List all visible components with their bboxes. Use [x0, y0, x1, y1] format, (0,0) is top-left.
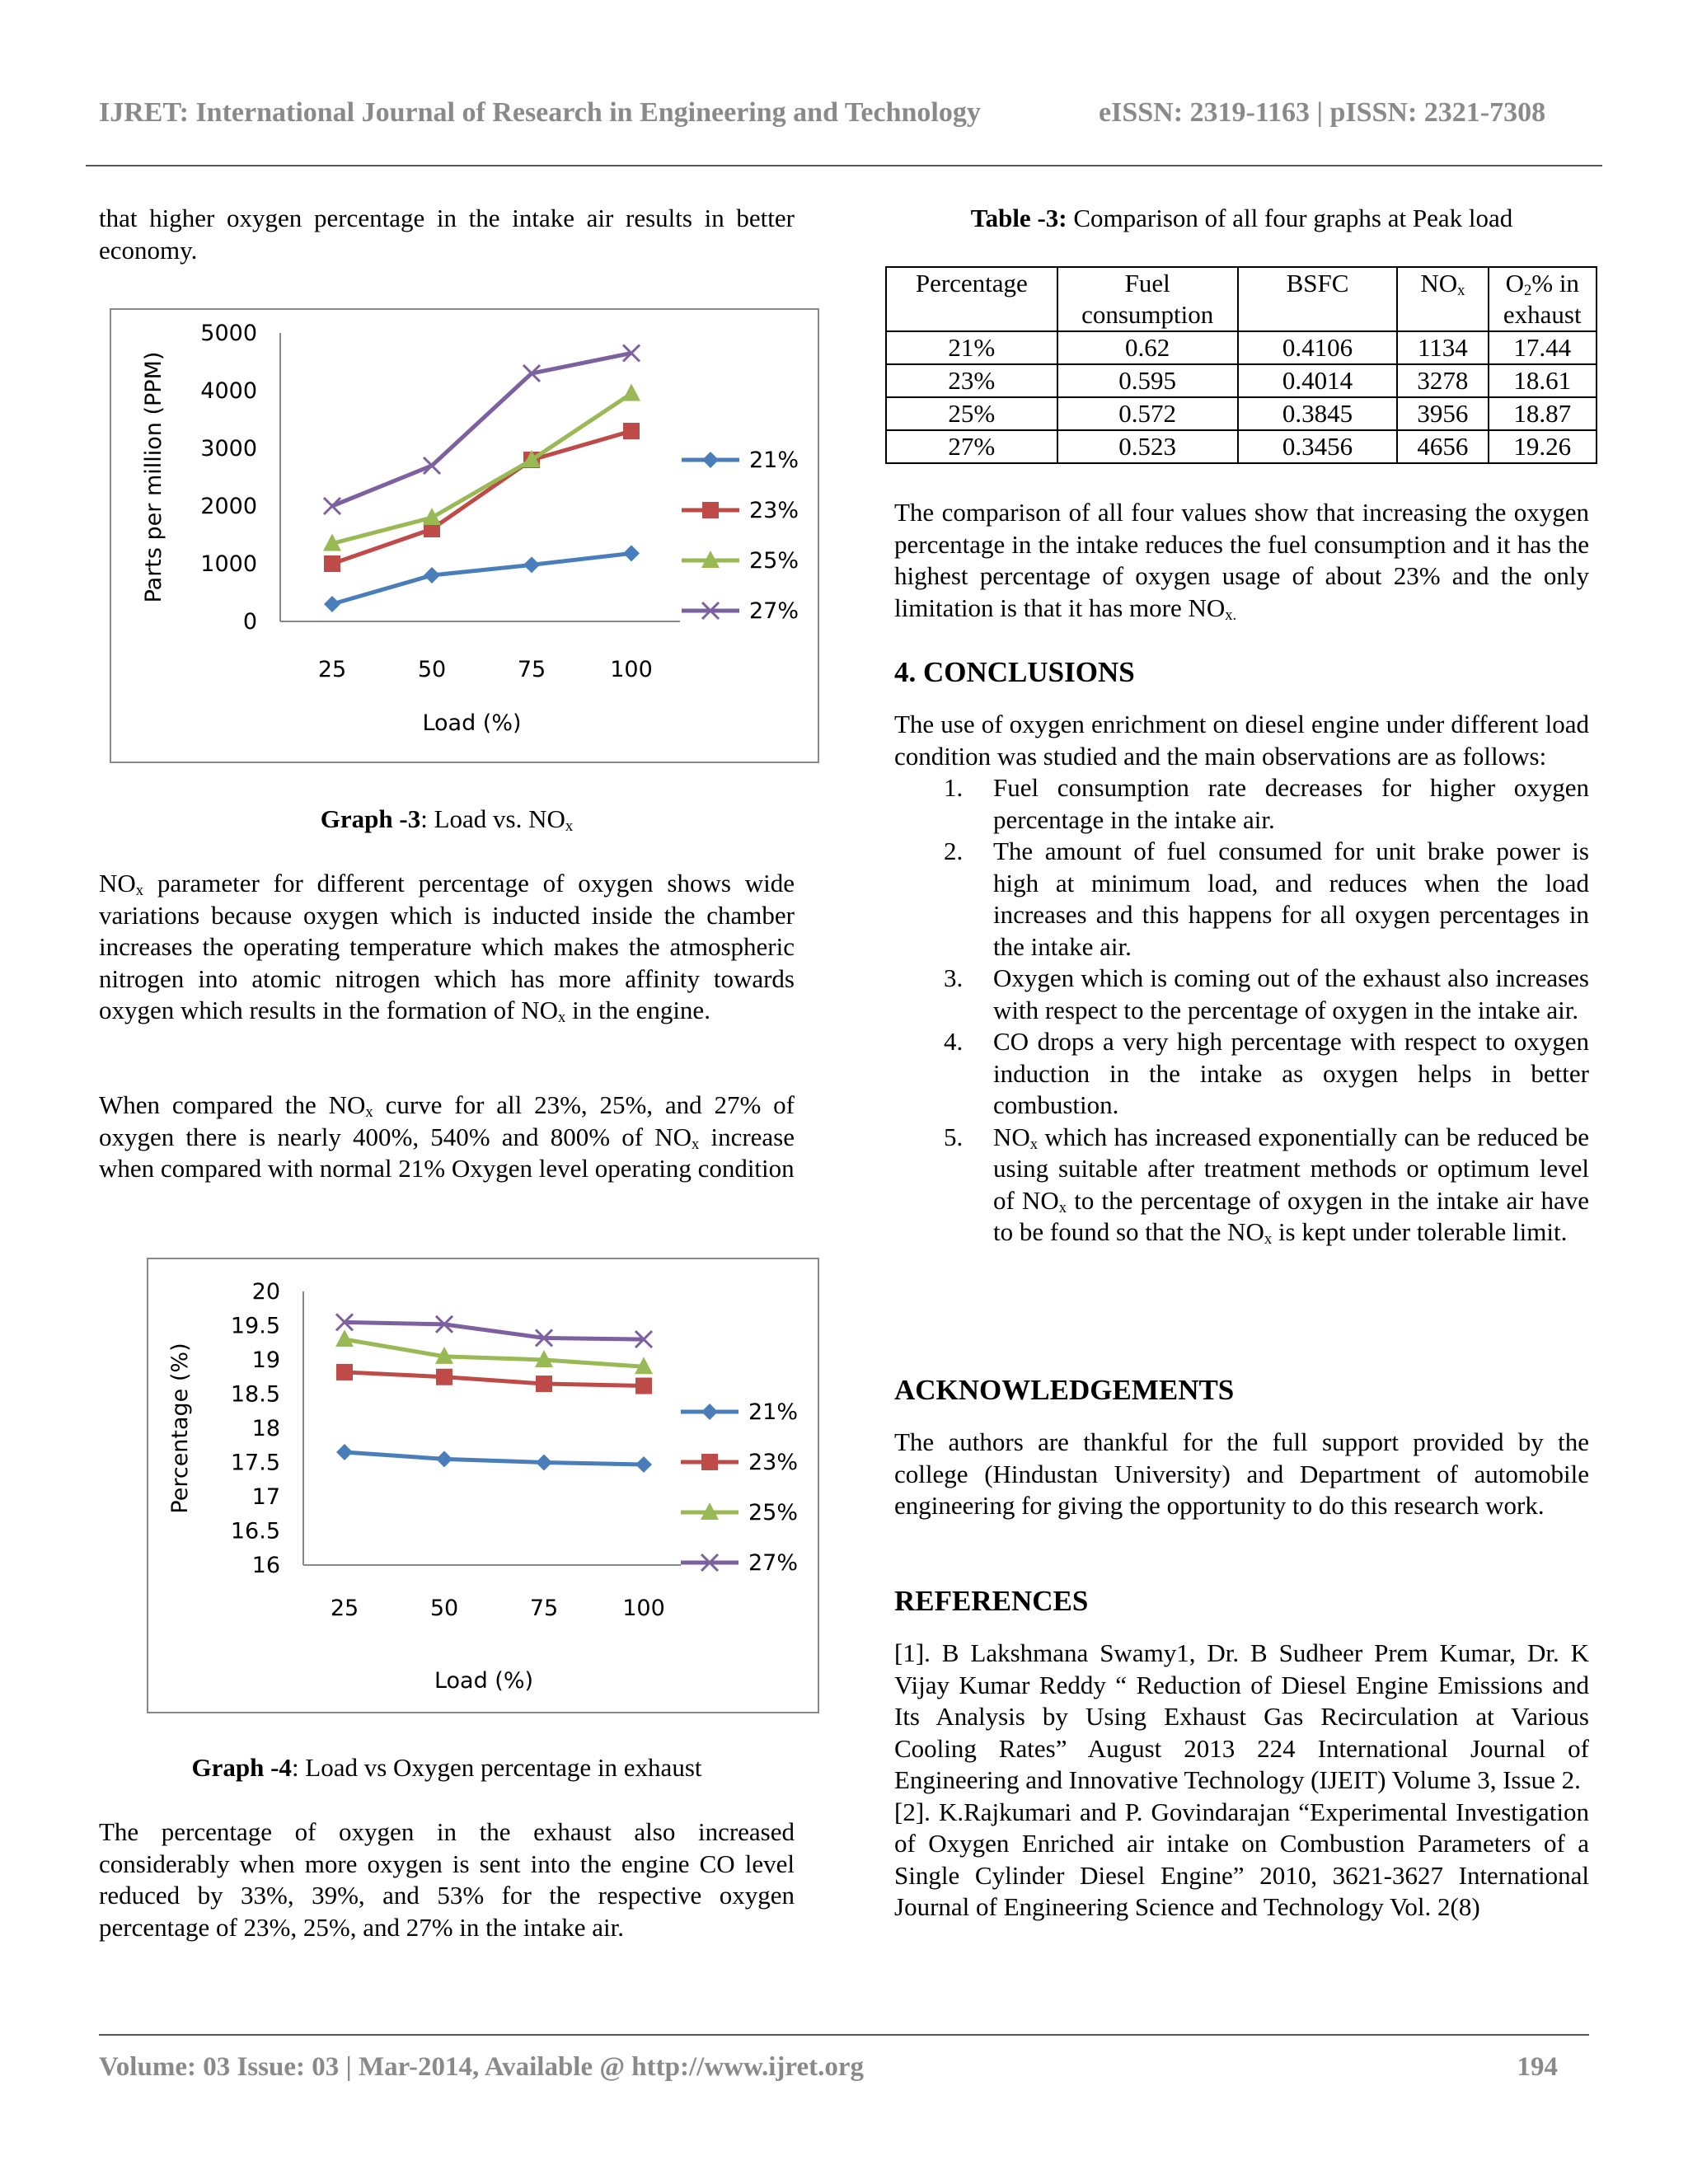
graph3-chart [110, 308, 819, 763]
data-point [536, 1376, 552, 1392]
journal-title: IJRET: International Journal of Research in Engineering and Technology [99, 97, 981, 128]
cell: 27% [886, 430, 1057, 463]
y-tick-label: 17 [251, 1484, 280, 1510]
legend-marker [702, 452, 719, 468]
y-axis-label: Parts per million (PPM) [141, 351, 166, 603]
legend-label: 27% [748, 1550, 799, 1576]
series-line-25% [345, 1339, 644, 1366]
y-tick-label: 3000 [200, 436, 257, 462]
conclusions-heading: 4. CONCLUSIONS [894, 656, 1135, 688]
legend-marker [702, 502, 719, 518]
data-point [324, 555, 340, 572]
series-line-21% [332, 553, 631, 604]
header-rule [86, 165, 1602, 166]
cell: 0.3456 [1238, 430, 1398, 463]
x-tick-label: 75 [517, 657, 546, 682]
intro-paragraph: that higher oxygen percentage in the intake air results in better economy. [99, 204, 795, 265]
y-tick-label: 19.5 [230, 1313, 280, 1339]
legend-marker [701, 1404, 718, 1420]
comparison-paragraph: The comparison of all four values show that increasing the oxygen percentage in the intake reduces the fuel consumption and it has the highest percentage of oxygen usage of about 23% and the only limitation is that it has more $NO_{x.}$ [894, 498, 1589, 624]
data-point [324, 596, 340, 612]
nox-comparison-paragraph: When compared the $NO_x$ curve for all 23%, 25%, and 27% of oxygen there is nearly 400%, 540% and 800% of $NO_x$ increase when compared with normal 21% Oxygen level operating condition [99, 1090, 795, 1183]
legend-label: 25% [749, 548, 799, 574]
y-tick-label: 16.5 [230, 1518, 280, 1544]
cell: 18.87 [1489, 397, 1597, 430]
ack-heading: ACKNOWLEDGEMENTS [894, 1374, 1235, 1406]
series-line-21% [345, 1452, 644, 1465]
oxygen-exhaust-paragraph: The percentage of oxygen in the exhaust also increased considerably when more oxygen is sent into the engine CO level reduced by 33%, 39%, and 53% for the respective oxygen percentage of 23%, 25%, and 27% in the intake air. [99, 1817, 795, 1942]
graph4-svg [148, 1259, 818, 1712]
cell: 0.4014 [1238, 364, 1398, 397]
list-item: 3. Oxygen which is coming out of the exhaust also increases with respect to the percentage of oxygen in the intake air. [944, 963, 1589, 1024]
graph3-svg [111, 310, 818, 762]
legend-label: 23% [748, 1450, 799, 1475]
cell: 19.26 [1489, 430, 1597, 463]
legend-label: 25% [748, 1500, 799, 1526]
y-tick-label: 5000 [200, 321, 257, 346]
data-point [622, 384, 640, 401]
ack-text: The authors are thankful for the full support provided by the college (Hindustan University) and Department of automobile engineering for giving the opportunity to do this research work. [894, 1427, 1589, 1520]
legend-label: 27% [749, 598, 799, 624]
cell: 17.44 [1489, 331, 1597, 364]
cell: 0.62 [1057, 331, 1238, 364]
x-tick-label: 75 [529, 1596, 559, 1621]
legend-label: 21% [748, 1399, 799, 1425]
conclusions-section [894, 656, 1589, 1249]
data-point [536, 1455, 552, 1471]
data-point [523, 556, 540, 573]
data-point [424, 567, 440, 583]
cell: 0.3845 [1238, 397, 1398, 430]
data-point [424, 457, 440, 474]
x-axis-label: Load (%) [434, 1668, 534, 1694]
series-line-23% [332, 431, 631, 564]
running-header [99, 97, 1582, 129]
y-tick-label: 0 [242, 609, 257, 635]
comparison-table [885, 266, 1597, 464]
table-row [886, 364, 1597, 397]
th-fuel: Fuel consumption [1057, 267, 1238, 331]
data-point [436, 1369, 452, 1385]
cell: 21% [886, 331, 1057, 364]
series-line-27% [345, 1322, 644, 1339]
series-line-23% [345, 1372, 644, 1386]
graph3-caption: Graph -3: Load vs. $NO_x$ [320, 804, 574, 835]
cell: 18.61 [1489, 364, 1597, 397]
series-line-27% [332, 354, 631, 507]
data-point [623, 545, 640, 561]
y-tick-label: 17.5 [230, 1450, 280, 1476]
graph4-chart [147, 1258, 819, 1713]
x-tick-label: 50 [429, 1596, 459, 1621]
legend-label: 23% [749, 498, 799, 523]
cell: 3278 [1397, 364, 1488, 397]
cell: 0.4106 [1238, 331, 1398, 364]
running-footer [99, 2052, 1558, 2083]
footer-rule [99, 2034, 1589, 2036]
acknowledgements-section [894, 1374, 1589, 1522]
x-tick-label: 25 [317, 657, 347, 682]
cell: 3956 [1397, 397, 1488, 430]
list-item: 4. CO drops a very high percentage with respect to oxygen induction in the intake as oxygen helps in better combustion. [944, 1027, 1589, 1119]
cell: 4656 [1397, 430, 1488, 463]
table-row [886, 331, 1597, 364]
cell: 25% [886, 397, 1057, 430]
data-point [336, 1364, 353, 1380]
data-point [335, 1329, 354, 1347]
x-tick-label: 50 [417, 657, 447, 682]
y-tick-label: 4000 [200, 378, 257, 404]
references-section [894, 1585, 1589, 1924]
x-tick-label: 100 [610, 657, 653, 682]
table3-caption: Table -3: Comparison of all four graphs at Peak load [970, 204, 1513, 232]
cell: 0.523 [1057, 430, 1238, 463]
cell: 0.572 [1057, 397, 1238, 430]
reference-1: [1]. B Lakshmana Swamy1, Dr. B Sudheer Prem Kumar, Dr. K Vijay Kumar Reddy “ Reduction of Diesel Engine Emissions and Its Analysis by Using Exhaust Gas Recirculation at Various Cooling Rates” August 2013 224 International Journal of Engineering and Innovative Technology (IJEIT) Volume 3, Issue 2. [894, 1638, 1589, 1794]
page-number: 194 [1517, 2052, 1558, 2082]
series-line-25% [332, 394, 631, 544]
list-item: 5. $NO_x$ which has increased exponentially can be reduced be using suitable after treatment methods or optimum level of $NO_x$ to the percentage of oxygen in the intake air have to be found so that the $NO_x$ is kept under tolerable limit. [944, 1122, 1589, 1248]
y-tick-label: 18.5 [230, 1381, 280, 1408]
x-tick-label: 25 [330, 1596, 359, 1621]
legend-marker [701, 1454, 718, 1470]
y-tick-label: 20 [251, 1279, 280, 1305]
th-percentage: Percentage [886, 267, 1057, 331]
y-tick-label: 1000 [200, 551, 257, 577]
th-nox: $NO_x$ [1397, 267, 1488, 331]
y-tick-label: 19 [251, 1347, 280, 1373]
data-point [336, 1444, 353, 1460]
table-header-row [886, 267, 1597, 331]
th-o2: $O_2\%$ in exhaust [1489, 267, 1597, 331]
list-item: 2. The amount of fuel consumed for unit brake power is high at minimum load, and reduces when the load increases and this happens for all oxygen percentages in the intake air. [944, 837, 1589, 961]
list-item: 1. Fuel consumption rate decreases for higher oxygen percentage in the intake air. [944, 773, 1589, 834]
table-row [886, 397, 1597, 430]
data-point [623, 423, 640, 439]
ref-heading: REFERENCES [894, 1585, 1089, 1617]
y-tick-label: 16 [251, 1553, 280, 1578]
data-point [423, 508, 441, 525]
th-bsfc: BSFC [1238, 267, 1398, 331]
y-tick-label: 18 [251, 1416, 280, 1441]
graph4-caption: Graph -4: Load vs Oxygen percentage in exhaust [191, 1753, 702, 1782]
issn: eISSN: 2319-1163 | pISSN: 2321-7308 [1099, 97, 1546, 128]
x-tick-label: 100 [622, 1596, 665, 1621]
legend-label: 21% [749, 448, 799, 473]
data-point [635, 1378, 652, 1394]
cell: 0.595 [1057, 364, 1238, 397]
data-point [324, 498, 340, 514]
x-axis-label: Load (%) [422, 710, 522, 736]
y-axis-label: Percentage (%) [167, 1343, 193, 1514]
cell: 1134 [1397, 331, 1488, 364]
conclusions-intro: The use of oxygen enrichment on diesel engine under different load condition was studied and the main observations are as follows: [894, 710, 1589, 771]
nox-paragraph: $NO_x$ parameter for different percentage of oxygen shows wide variations because oxygen which is inducted inside the chamber increases the operating temperature which makes the atmospheric nitrogen into atomic nitrogen which has more affinity towards oxygen which results in the formation of $NO_x$ in the engine. [99, 869, 795, 1026]
reference-2: [2]. K.Rajkumari and P. Govindarajan “Experimental Investigation of Oxygen Enriched air intake on Combustion Parameters of a Single Cylinder Diesel Engine” 2010, 3621-3627 International Journal of Engineering Science and Technology Vol. 2(8) [894, 1797, 1589, 1921]
conclusions-list [894, 772, 1589, 1249]
data-point [436, 1451, 452, 1467]
volume-info: Volume: 03 Issue: 03 | Mar-2014, Available @ http://www.ijret.org [99, 2052, 864, 2082]
table-row [886, 430, 1597, 463]
y-tick-label: 2000 [200, 494, 257, 519]
data-point [635, 1456, 652, 1473]
cell: 23% [886, 364, 1057, 397]
